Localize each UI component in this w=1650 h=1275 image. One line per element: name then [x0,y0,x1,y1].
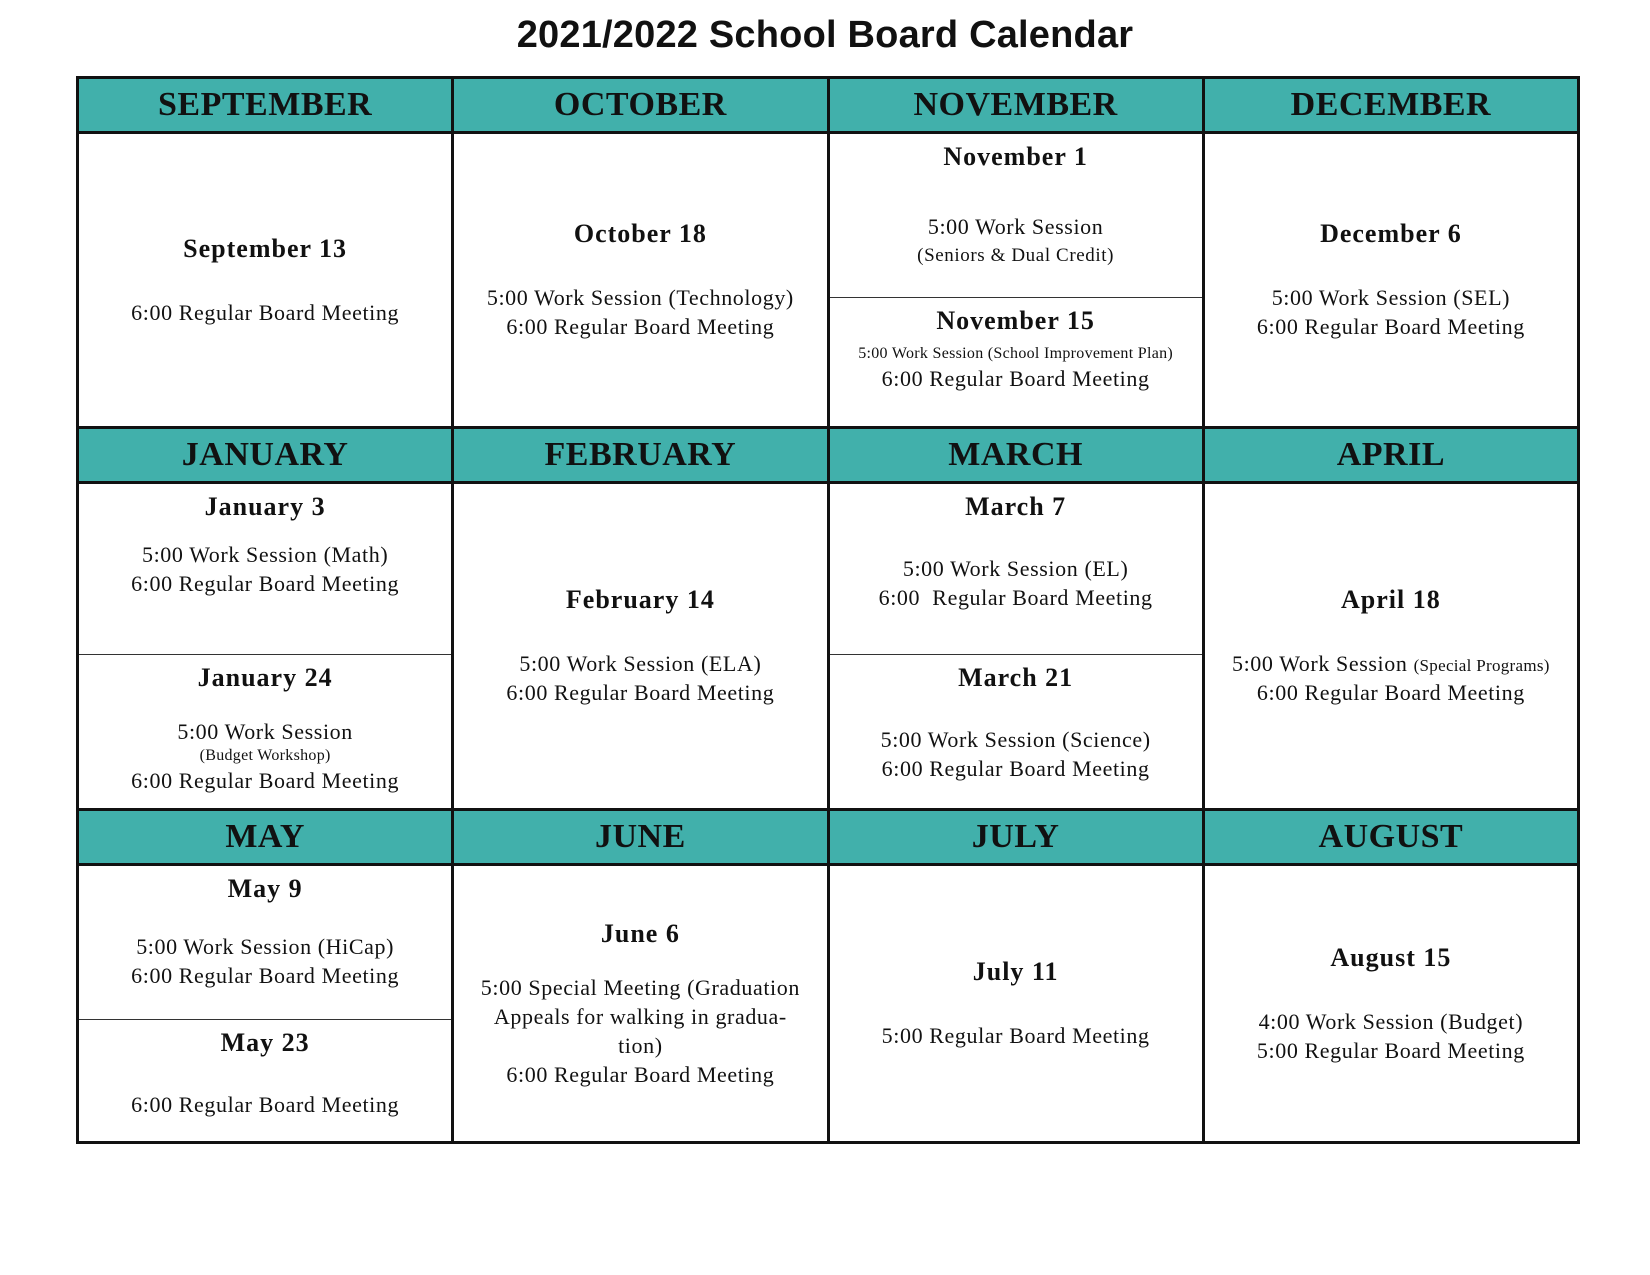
meeting-line: 5:00 Work Session (Science) [880,727,1151,752]
meeting-line-part: (Special Programs) [1413,656,1550,675]
meeting-date: April 18 [1341,585,1441,614]
month-header-august: AUGUST [1205,811,1580,866]
meeting-block [830,484,1202,654]
month-header-march: MARCH [830,429,1205,484]
meeting-date: November 15 [936,306,1095,335]
month-cell-november [830,134,1205,429]
meeting-line: 6:00 Regular Board Meeting [506,1061,775,1087]
month-header-june: JUNE [454,811,829,866]
month-cell-june [454,866,829,1144]
meeting-line: 5:00 Regular Board Meeting [1256,1037,1525,1063]
month-cell-july [830,866,1205,1144]
month-cell-row [79,866,1580,1144]
meeting-date: December 6 [1320,219,1462,248]
meeting-date: March 21 [958,663,1074,692]
meeting-line: 5:00 Work Session (School Improvement Plan) [858,345,1174,362]
month-cell-may [79,866,454,1144]
meeting-line [1232,649,1550,678]
meeting-line: 6:00 Regular Board Meeting [1256,680,1525,705]
month-cell-january [79,484,454,811]
meeting-block [1205,484,1577,808]
meeting-date: August 15 [1330,942,1452,972]
meeting-block [79,484,451,654]
month-cell-row [79,484,1580,811]
month-header-row [79,429,1580,484]
month-cell-march [830,484,1205,811]
month-header-february: FEBRUARY [454,429,829,484]
meeting-date: January 24 [197,663,333,692]
meeting-date: May 9 [227,874,303,903]
meeting-block [79,654,451,808]
meeting-line: 6:00 Regular Board Meeting [881,366,1150,391]
meeting-date: July 11 [972,957,1059,986]
meeting-line: (Budget Workshop) [199,747,331,764]
meeting-block [79,134,451,426]
month-header-november: NOVEMBER [830,79,1205,134]
meeting-line: Appeals for walking in gradua- [493,1003,787,1029]
month-header-october: OCTOBER [454,79,829,134]
meeting-date: September 13 [183,233,348,263]
meeting-line: 5:00 Work Session (HiCap) [136,934,395,959]
meeting-date: March 7 [965,492,1067,521]
meeting-line-part: 5:00 Work Session [1231,651,1414,676]
meeting-line: 6:00 Regular Board Meeting [1256,314,1525,339]
meeting-date: February 14 [565,585,715,614]
meeting-line: 5:00 Work Session (SEL) [1271,285,1511,310]
meeting-date: October 18 [573,219,707,248]
meeting-line: 5:00 Work Session [927,214,1104,239]
month-header-may: MAY [79,811,454,866]
meeting-line: 6:00 Regular Board Meeting [131,963,400,988]
meeting-block [830,654,1202,808]
month-header-row [79,79,1580,134]
meeting-block [830,134,1202,297]
meeting-block [79,1019,451,1141]
month-header-january: JANUARY [79,429,454,484]
meeting-block [1205,866,1577,1141]
meeting-line: 5:00 Special Meeting (Graduation [480,974,800,1000]
month-cell-row [79,134,1580,429]
meeting-line: 6:00 Regular Board Meeting [131,299,400,325]
meeting-block [830,297,1202,426]
meeting-date: January 3 [204,492,326,521]
month-header-row [79,811,1580,866]
meeting-line: 6:00 Regular Board Meeting [131,1092,400,1117]
month-header-july: JULY [830,811,1205,866]
meeting-line: 4:00 Work Session (Budget) [1258,1008,1524,1034]
meeting-line: 5:00 Work Session (EL) [902,556,1129,581]
meeting-block [1205,134,1577,426]
month-header-april: APRIL [1205,429,1580,484]
month-cell-september [79,134,454,429]
month-header-december: DECEMBER [1205,79,1580,134]
meeting-line: tion) [618,1032,663,1058]
meeting-block [830,866,1202,1141]
month-cell-april [1205,484,1580,811]
meeting-line: 6:00 Regular Board Meeting [131,571,400,596]
calendar-grid [76,76,1580,1144]
meeting-line: 6:00 Regular Board Meeting [131,768,400,793]
meeting-line: 5:00 Work Session (Math) [141,542,389,567]
month-cell-august [1205,866,1580,1144]
meeting-block [454,134,826,426]
month-cell-december [1205,134,1580,429]
month-header-september: SEPTEMBER [79,79,454,134]
page-title: 2021/2022 School Board Calendar [516,14,1134,56]
meeting-block [454,866,826,1141]
meeting-line: (Seniors & Dual Credit) [917,245,1115,266]
meeting-line: 5:00 Work Session (Technology) [486,285,794,310]
meeting-date: November 1 [943,142,1088,171]
meeting-block [79,866,451,1019]
month-cell-february [454,484,829,811]
meeting-block [454,484,826,808]
meeting-date: June 6 [600,918,680,948]
meeting-line: 5:00 Work Session [177,719,353,744]
meeting-line: 6:00 Regular Board Meeting [881,756,1150,781]
month-cell-october [454,134,829,429]
meeting-date: May 23 [220,1028,310,1057]
meeting-line: 5:00 Work Session (ELA) [519,651,762,676]
meeting-line: 5:00 Regular Board Meeting [881,1023,1150,1048]
meeting-line: 6:00 Regular Board Meeting [878,585,1153,610]
meeting-line: 6:00 Regular Board Meeting [506,314,775,339]
meeting-line: 6:00 Regular Board Meeting [506,680,775,705]
